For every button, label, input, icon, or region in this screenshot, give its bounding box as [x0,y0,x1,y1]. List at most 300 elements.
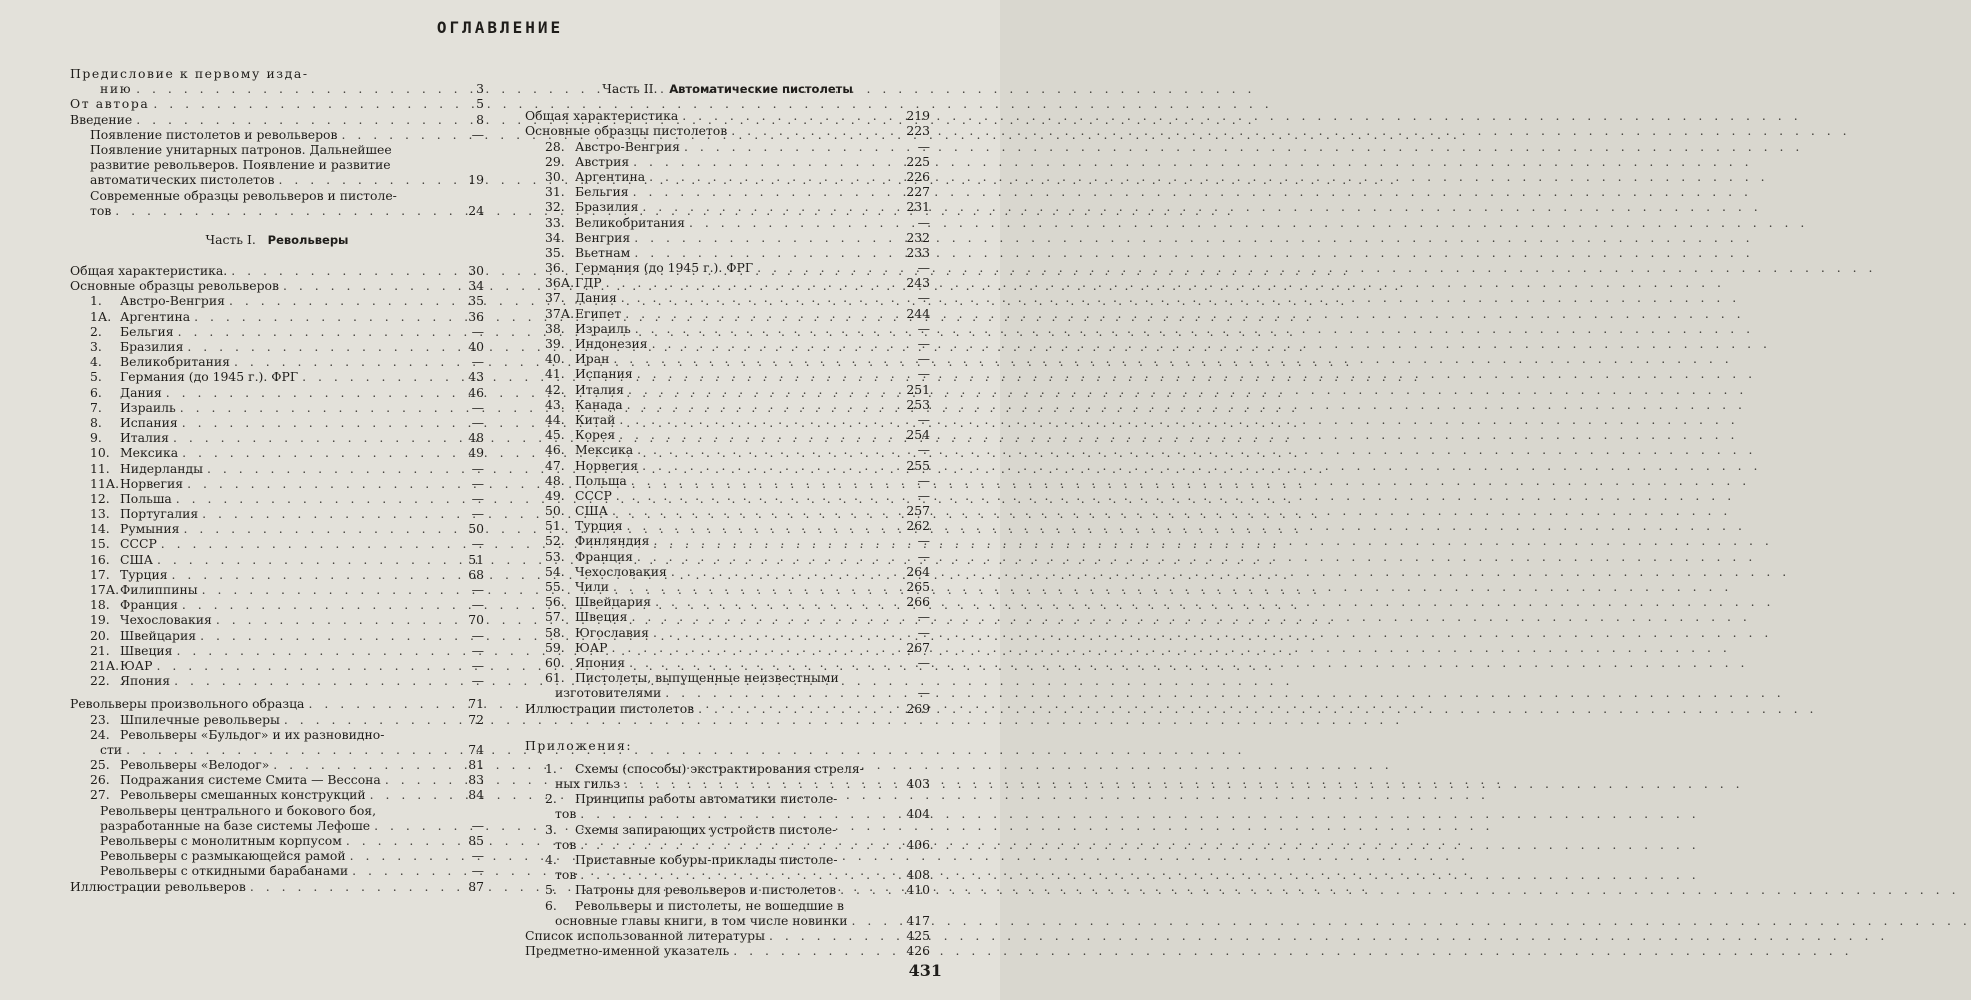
toc-entry-text [90,582,198,597]
toc-entry-number: 54. [545,563,565,579]
toc-page-number: 87 [468,878,484,894]
toc-page-number: 404 [906,806,930,822]
toc-entry [525,108,930,123]
toc-entry-number: 31. [545,184,565,200]
dot-leader [352,863,458,878]
toc-page-number: — [471,414,484,430]
toc-entry-number: 39. [545,336,565,351]
toc-entry-title: Аргентина [575,168,646,184]
dot-leader [202,582,458,597]
toc-entry-text [90,324,174,339]
toc-entry-text [90,673,170,688]
toc-entry-title: Египет [575,305,622,321]
toc-entry [525,458,930,473]
toc-entry [70,369,484,384]
toc-entry-number: 48. [545,472,565,488]
dot-leader [637,366,904,381]
toc-entry-title: Основные образцы револьверов [70,278,279,294]
toc-entry [70,461,484,476]
dot-leader [580,837,902,852]
toc-entry-text [545,366,633,381]
toc-entry-number: 21А. [90,657,120,673]
toc-entry [70,787,484,802]
dot-leader [182,445,458,460]
toc-entry-text [90,142,392,157]
toc-entry-number: 15. [90,536,110,552]
toc-page-number: 264 [906,563,930,579]
toc-entry [70,385,484,400]
dot-leader [629,655,904,670]
toc-page-number: — [917,351,930,367]
toc-entry-text [100,818,370,833]
toc-page-number: 254 [906,427,930,443]
toc-entry-title: Германия (до 1945 г.). ФРГ [120,369,299,385]
toc-entry-number: 11А. [90,475,120,491]
toc-entry [525,913,930,928]
toc-entry-title: СССР [120,536,157,552]
toc-entry [525,867,930,882]
toc-entry-title: тов [555,836,577,852]
part-heading-2 [525,81,930,96]
toc-entry [525,882,930,897]
toc-entry-text [90,552,153,567]
toc-page-number: — [917,609,930,625]
toc-entry-title: Канада [575,396,623,412]
toc-entry-number: 37А. [545,305,575,321]
dot-leader [234,354,458,369]
toc-page-number: — [917,411,930,427]
toc-page-number: — [471,126,484,142]
toc-entry-text [555,806,576,821]
toc-entry-text [545,260,753,275]
dot-leader [634,230,902,245]
toc-entry [525,154,930,169]
toc-entry [525,473,930,488]
toc-page-number: 70 [468,612,484,628]
toc-page-number: 68 [468,566,484,582]
toc-entry-text [545,882,836,897]
toc-entry [525,442,930,457]
toc-entry-text [545,761,864,776]
toc-entry-number: 2. [545,791,557,807]
toc-entry [70,643,484,658]
toc-entry-text [545,625,649,640]
toc-entry-number: 50. [545,503,565,519]
toc-page-number: — [917,336,930,351]
toc-entry [70,597,484,612]
toc-entry-number: 11. [90,460,110,476]
toc-entry-text [525,701,694,716]
toc-entry [70,400,484,415]
dot-leader [136,81,458,96]
toc-entry-text [90,567,168,582]
toc-entry-text [90,643,173,658]
toc-entry-title: Филиппины [120,582,198,597]
toc-entry-text [90,597,178,612]
toc-entry [525,655,930,670]
toc-page-number: 251 [906,381,930,397]
toc-page-number: 30 [468,263,484,279]
toc-entry-text [90,757,269,772]
toc-entry-number: 18. [90,597,110,613]
page-title: ОГЛАВЛЕНИЕ [436,18,564,37]
dot-leader [187,339,458,354]
dot-leader [733,943,902,958]
dot-leader [684,139,904,154]
toc-entry-title: Иллюстрации револьверов [70,878,246,894]
toc-page-number: — [471,627,484,643]
toc-entry-title: Револьверы с размыкающейся рамой [100,848,346,864]
toc-entry-title: основные главы книги, в том числе новинки [555,912,848,928]
toc-entry-number: 17А. [90,582,120,597]
toc-entry-title: Югославия [575,624,649,640]
dot-leader [172,567,458,582]
toc-entry [525,928,930,943]
dot-leader [250,879,458,894]
toc-entry [525,837,930,852]
toc-page-number: — [471,673,484,689]
toc-entry-title: Бельгия [120,323,174,339]
toc-entry-number: 3. [90,339,102,354]
toc-page-number: 223 [906,123,930,139]
toc-page-number: — [917,290,930,306]
toc-page-number: — [917,472,930,488]
toc-entry-text [555,913,847,928]
toc-entry-title: Япония [120,673,171,689]
toc-page-number: 83 [468,772,484,788]
toc-page-number: — [917,624,930,640]
toc-entry-text [545,230,630,245]
toc-page-number: — [471,657,484,673]
dot-leader [851,913,902,928]
toc-entry-title: Появление пистолетов и револьверов [90,126,338,142]
toc-entry-number: 43. [545,396,565,412]
toc-entry-title: Дания [120,384,162,400]
toc-entry-number: 1. [545,760,557,776]
dot-leader [671,564,903,579]
dot-leader [302,369,458,384]
toc-entry-text [545,852,838,867]
toc-entry-text [555,776,620,791]
toc-entry-text [545,184,629,199]
toc-entry-text [545,791,837,806]
toc-entry-title: СССР [575,487,612,503]
toc-entry [525,290,930,305]
toc-entry-text [70,879,246,894]
toc-entry [70,81,484,96]
toc-entry-title: автоматических пистолетов [90,172,275,188]
toc-entry-title: Появление унитарных патронов. Дальнейшее [90,141,392,157]
toc-entry [70,415,484,430]
toc-entry-text [545,321,631,336]
toc-entry [525,822,930,837]
toc-entry-title: тов [555,806,577,822]
dot-leader [231,263,458,278]
toc-entry-title: Япония [575,654,626,670]
toc-entry-number: 6. [545,897,557,913]
toc-entry [70,309,484,324]
dot-leader [682,108,902,123]
toc-entry [70,803,484,818]
toc-entry [525,488,930,503]
toc-entry-text [90,203,111,218]
toc-entry-text [90,612,212,627]
toc-page-number: — [471,597,484,613]
toc-entry-title: Испания [120,414,178,430]
toc-entry-title: Предисловие к первому изда- [70,66,309,81]
toc-entry-text [90,461,203,476]
toc-entry-text [545,579,609,594]
toc-entry-text [545,215,685,230]
toc-entry-title: Чехословакия [575,563,667,579]
toc-entry-text [555,685,661,700]
toc-entry [70,491,484,506]
dot-leader [153,96,458,111]
dot-leader [580,806,902,821]
toc-entry-number: 37. [545,290,565,306]
toc-page-number: 51 [468,551,484,567]
toc-entry-number: 28. [545,138,565,154]
toc-entry-number: 25. [90,757,110,773]
dot-leader [665,685,904,700]
toc-page-number: 72 [468,711,484,727]
dot-leader [616,488,904,503]
toc-page-number: — [917,320,930,336]
dot-leader [633,184,903,199]
toc-page-number: — [471,863,484,879]
toc-entry [525,503,930,518]
toc-entry-text [70,696,304,711]
toc-page-number: — [917,685,930,701]
toc-entry-title: Франция [120,597,178,613]
toc-entry [525,366,930,381]
toc-entry-title: Италия [575,381,624,397]
toc-entry-text [545,503,608,518]
toc-entry-number: 27. [90,787,110,803]
toc-entry [70,628,484,643]
toc-entry-number: 29. [545,153,565,169]
toc-entry [70,742,484,757]
toc-page-number: — [917,654,930,670]
toc-entry-text [545,594,651,609]
toc-entry [70,727,484,742]
toc-entry-title: Израиль [575,320,631,336]
spacer [70,688,484,696]
toc-entry-title: Револьверы «Велодог» [120,757,270,773]
toc-entry-title: Иллюстрации пистолетов [525,700,695,716]
toc-page-number: 5 [476,96,484,112]
toc-entry-title: Чили [575,579,609,594]
toc-entry-title: Общая характеристика. [70,263,228,279]
toc-page-number: 34 [468,278,484,294]
toc-entry-text [90,400,176,415]
toc-page-number: 36 [468,308,484,324]
toc-page-number: — [917,366,930,382]
toc-page-number: 49 [468,445,484,461]
toc-entry [70,863,484,878]
dot-leader [346,833,458,848]
toc-entry-text [90,127,337,142]
toc-entry [70,879,484,894]
toc-entry-title: Корея [575,427,616,443]
toc-entry-text [90,787,366,802]
dot-leader [283,278,458,293]
toc-entry-title: ных гильз [555,776,621,792]
dot-leader [126,742,458,757]
toc-entry-text [545,822,836,837]
toc-entry-title: Схемы (способы) экстрактирования стреля- [575,760,864,776]
toc-entry-text [545,549,633,564]
dot-leader [176,491,458,506]
dot-leader [840,882,902,897]
toc-entry [70,112,484,127]
toc-entry [525,215,930,230]
toc-page-number: 19 [468,172,484,188]
toc-entry [70,536,484,551]
toc-entry-text [525,928,765,943]
toc-page-number: 227 [906,184,930,200]
toc-entry-text [545,655,625,670]
dot-leader [635,321,904,336]
dot-leader [637,442,904,457]
dot-leader [177,643,459,658]
right-column [525,81,930,958]
toc-entry-text [90,188,397,203]
toc-entry-number: 32. [545,199,565,215]
toc-entry-number: 26. [90,772,110,788]
toc-page-number: 269 [906,700,930,716]
toc-entry-number: 22. [90,673,110,689]
toc-entry [70,142,484,157]
toc-entry-text [100,833,342,848]
toc-entry-number: 52. [545,533,565,549]
toc-entry-text [90,658,153,673]
dot-leader [653,533,904,548]
toc-entry-number: 38. [545,320,565,336]
toc-entry-text [545,169,645,184]
toc-entry [525,625,930,640]
toc-entry-number: 40. [545,351,565,367]
toc-entry-number: 8. [90,414,102,430]
toc-entry [70,612,484,627]
toc-entry-text [545,473,627,488]
toc-entry [525,382,930,397]
toc-entry-text [545,670,839,685]
toc-page-number: 253 [906,396,930,412]
toc-page-number: — [471,848,484,864]
toc-entry-title: тов [90,202,112,218]
toc-entry-text [545,397,623,412]
toc-entry-title: разработанные на базе системы Лефоше [100,817,371,833]
toc-page-number: 40 [468,339,484,354]
toc-entry [70,203,484,218]
toc-entry [70,354,484,369]
dot-leader [115,203,458,218]
toc-entry-text [100,863,348,878]
toc-entry [525,609,930,624]
toc-entry [525,260,930,275]
toc-page-number: 408 [906,867,930,883]
toc-entry [525,564,930,579]
dot-leader [625,306,902,321]
toc-entry-text [90,293,225,308]
dot-leader [627,518,903,533]
dot-leader [642,199,902,214]
toc-entry [525,518,930,533]
toc-entry-title: Бразилия [120,339,184,354]
dot-leader [385,772,458,787]
toc-page-number: — [917,533,930,549]
toc-entry-title: Общая характеристика [525,108,679,124]
toc-entry [70,567,484,582]
toc-entry-title: Револьверы центрального и бокового боя, [100,802,377,818]
toc-entry [525,549,930,564]
toc-entry-title: Шпилечные револьверы [120,711,280,727]
dot-leader [374,818,458,833]
toc-entry-title: Мексика [575,442,634,458]
toc-entry-title: Португалия [120,506,199,522]
dot-leader [649,169,902,184]
toc-entry-title: тов [555,867,577,883]
toc-entry [525,427,930,442]
toc-entry-text [70,263,227,278]
toc-entry-number: 3. [545,821,557,837]
dot-leader [642,458,902,473]
toc-entry [525,943,930,958]
dot-leader [161,536,458,551]
toc-entry [525,791,930,806]
toc-entry-number: 14. [90,521,110,537]
dot-leader [613,579,902,594]
toc-entry [525,397,930,412]
toc-entry-text [555,867,576,882]
dot-leader [632,609,905,624]
toc-entry [70,712,484,727]
toc-entry-title: Швеция [575,609,628,625]
toc-page-number: — [471,490,484,506]
toc-entry-text [545,518,623,533]
toc-entry-text [545,442,633,457]
dot-leader [628,382,902,397]
toc-entry-text [545,351,609,366]
toc-page-number: — [917,487,930,503]
toc-entry-number: 53. [545,548,565,564]
toc-entry [70,96,484,111]
toc-page-number: 266 [906,594,930,610]
toc-entry-title: Подражания системе Смита — Вессона [120,772,381,788]
toc-page-number: 48 [468,430,484,446]
toc-entry-text [90,712,280,727]
toc-entry-text [90,491,172,506]
toc-entry-text [90,385,162,400]
toc-entry [70,157,484,172]
toc-entry-title: Револьверы смешанных конструкций [120,787,366,803]
toc-page-number: 35 [468,293,484,309]
toc-page-number: 232 [906,229,930,245]
dot-leader [612,640,903,655]
toc-entry-text [90,309,190,324]
dot-leader [619,427,902,442]
toc-entry-text [90,430,169,445]
toc-entry-title: Швейцария [575,594,652,610]
toc-page-number: — [471,323,484,339]
toc-entry-text [100,848,346,863]
toc-entry-text [90,536,157,551]
toc-entry-text [545,290,617,305]
toc-entry-text [525,123,727,138]
toc-page-number: — [471,475,484,491]
toc-entry-number: 1. [90,293,102,309]
